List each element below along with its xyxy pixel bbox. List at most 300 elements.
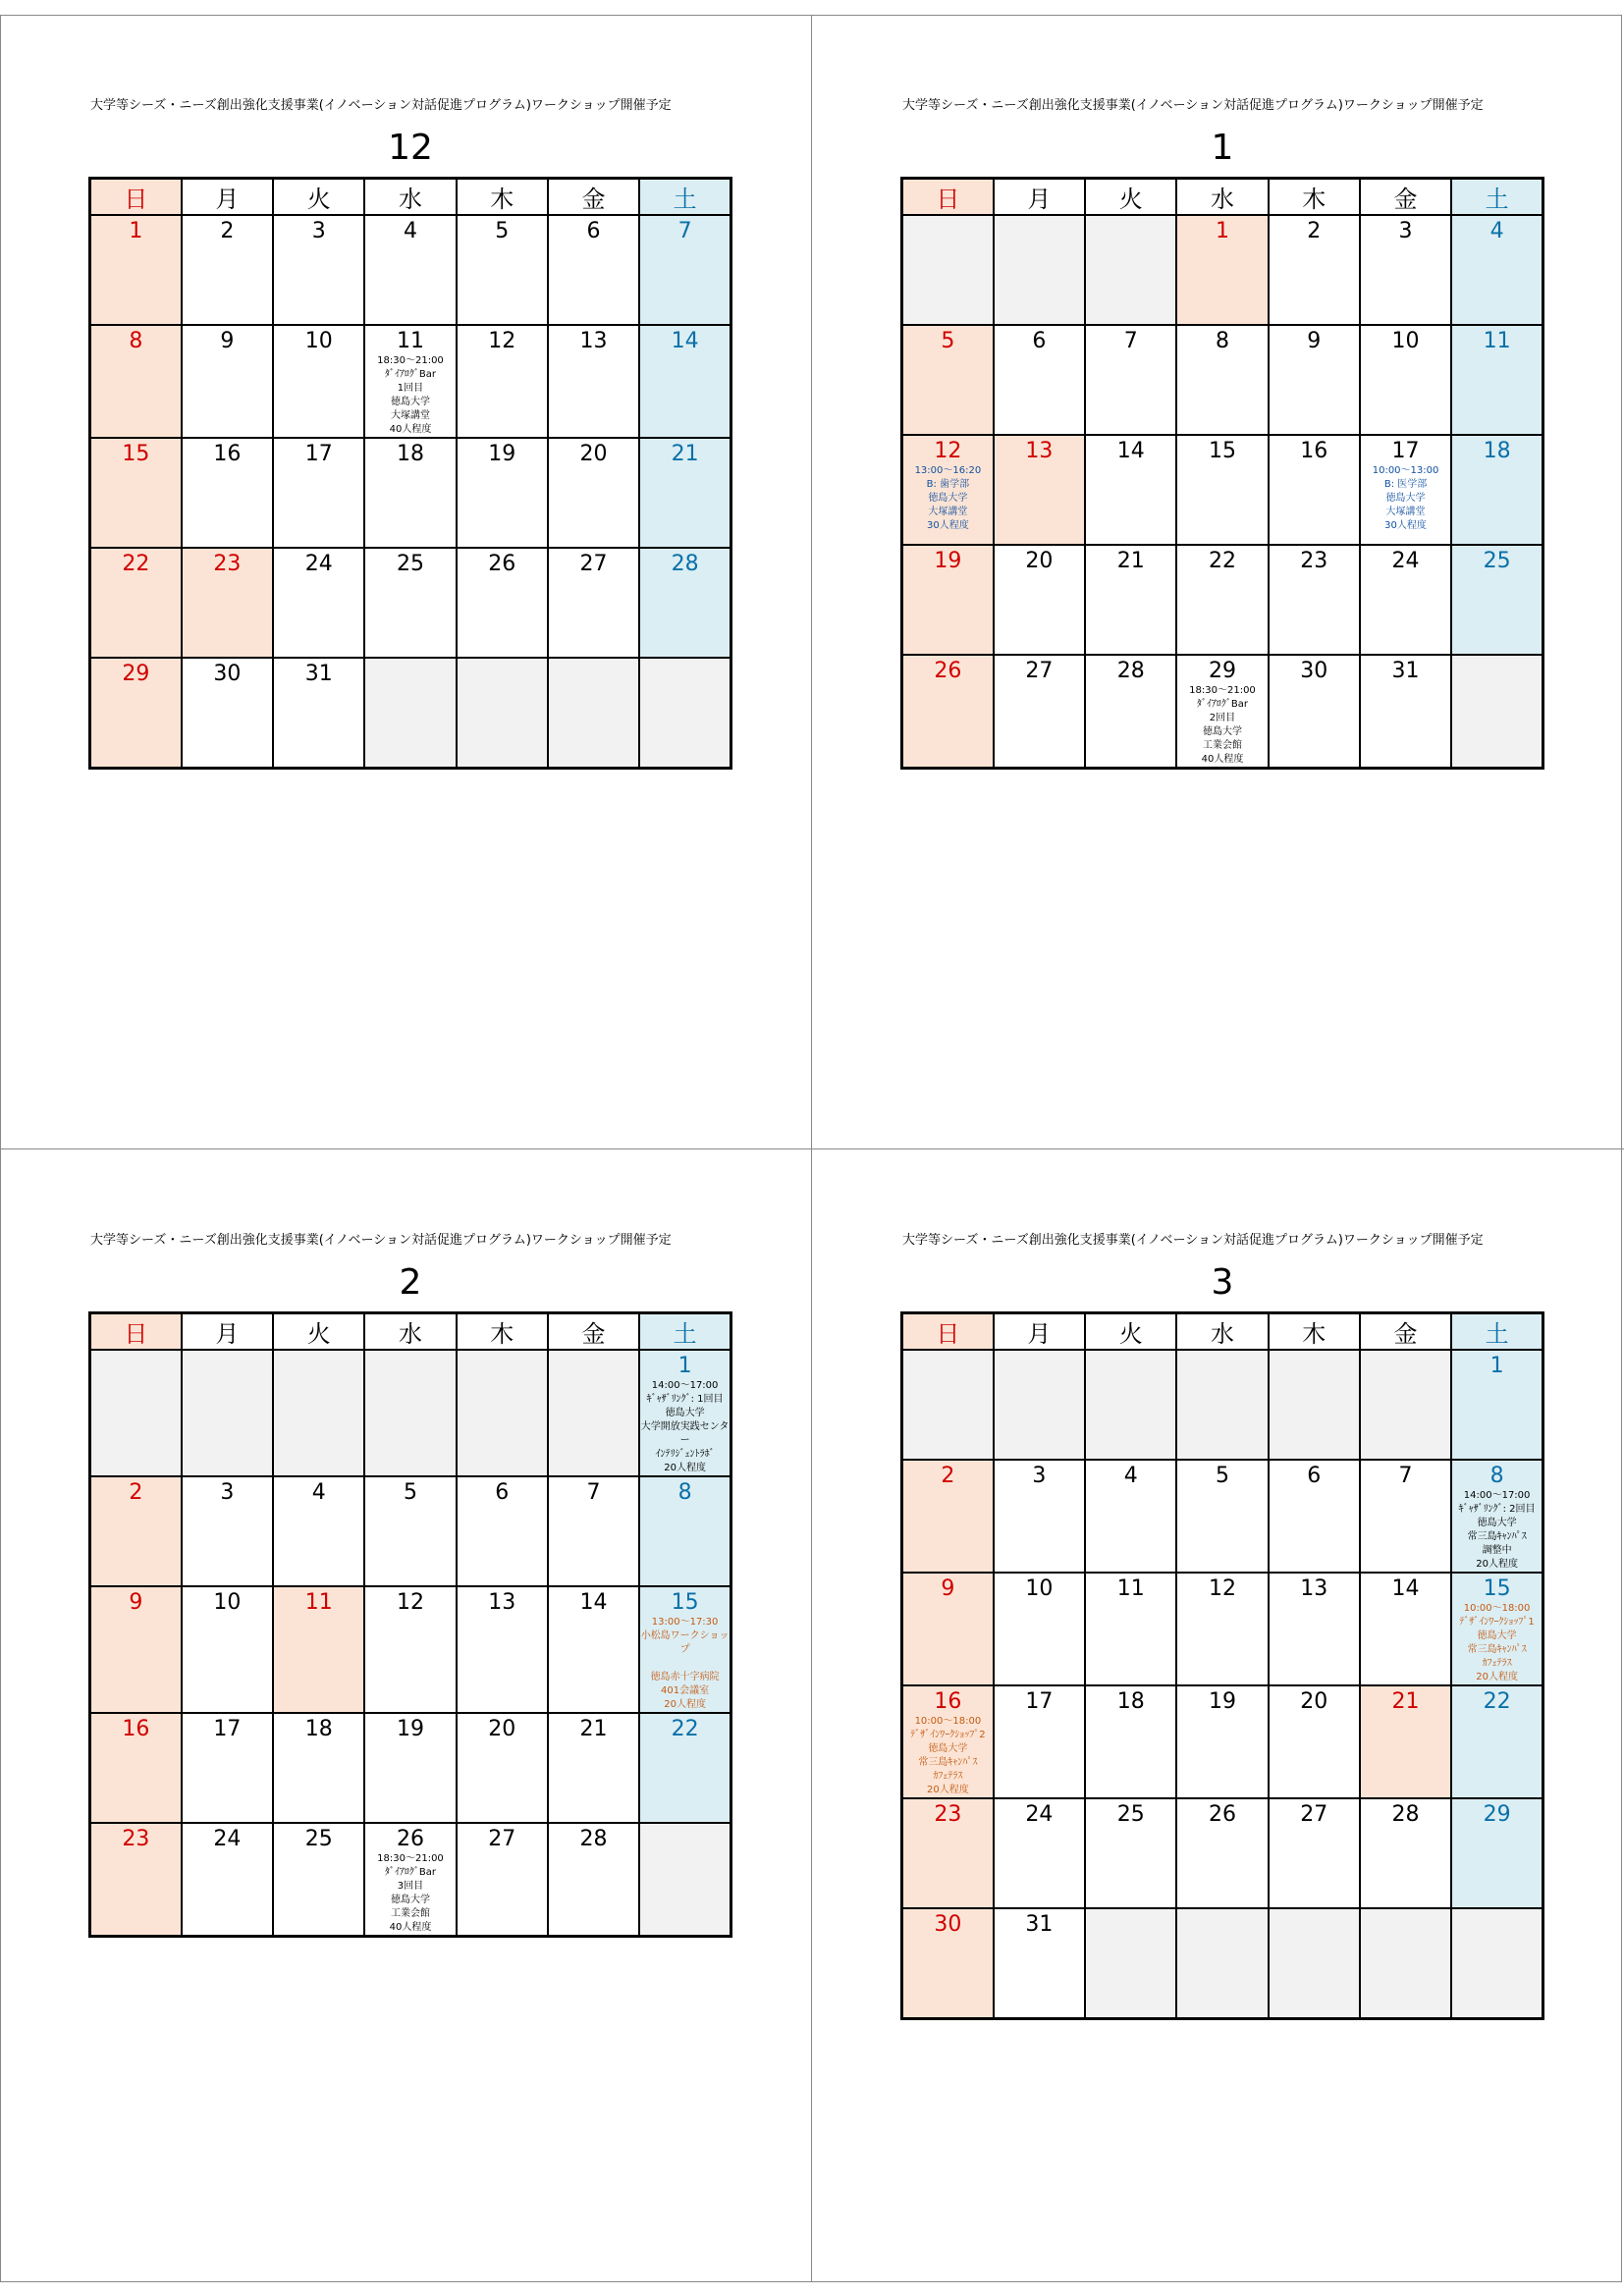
calendar-day-cell bbox=[548, 1713, 639, 1823]
day-number: 8 bbox=[1489, 1464, 1504, 1488]
day-number: 5 bbox=[941, 329, 955, 353]
day-number: 26 bbox=[1208, 1802, 1236, 1827]
day-number: 6 bbox=[1307, 1464, 1322, 1488]
day-number: 24 bbox=[1025, 1802, 1054, 1827]
calendar-week-row bbox=[902, 655, 1543, 769]
weekday-header: 月 bbox=[182, 179, 273, 216]
calendar-day-cell bbox=[90, 215, 182, 325]
day-number: 15 bbox=[122, 442, 150, 466]
day-number: 7 bbox=[1123, 329, 1138, 353]
calendar-day-cell bbox=[1176, 435, 1268, 545]
calendar-day-cell bbox=[548, 1823, 639, 1937]
day-number: 20 bbox=[579, 442, 608, 466]
day-number: 2 bbox=[941, 1464, 955, 1488]
day-number: 28 bbox=[1391, 1802, 1420, 1827]
calendar-empty-cell bbox=[273, 1350, 364, 1476]
calendar-day-cell bbox=[1360, 215, 1451, 325]
calendar-week-row bbox=[90, 215, 731, 325]
calendar-empty-cell bbox=[364, 1350, 456, 1476]
calendar-day-cell bbox=[364, 215, 456, 325]
calendar-day-cell bbox=[902, 1460, 994, 1573]
calendar-day-cell bbox=[182, 325, 273, 438]
day-number: 10 bbox=[304, 329, 333, 353]
calendar-week-row bbox=[90, 1476, 731, 1586]
calendar-week-row bbox=[90, 658, 731, 769]
day-number: 23 bbox=[213, 552, 242, 576]
calendar-day-cell bbox=[182, 1823, 273, 1937]
page-header-title: 大学等シーズ・ニーズ創出強化支援事業(イノベーション対話促進プログラム)ワークショップ開催予定 bbox=[90, 98, 672, 113]
day-number: 9 bbox=[941, 1576, 955, 1601]
day-number: 30 bbox=[1300, 659, 1328, 683]
calendar-empty-cell bbox=[457, 658, 548, 769]
day-number: 4 bbox=[403, 219, 417, 243]
day-number: 19 bbox=[1208, 1689, 1236, 1714]
day-number: 20 bbox=[488, 1717, 516, 1741]
calendar-day-cell bbox=[273, 438, 364, 548]
weekday-header: 木 bbox=[457, 1313, 548, 1351]
day-number: 1 bbox=[129, 219, 143, 243]
day-number: 8 bbox=[677, 1480, 692, 1505]
calendar-day-cell bbox=[1085, 435, 1176, 545]
day-number: 30 bbox=[213, 662, 242, 686]
calendar-day-cell bbox=[1451, 1798, 1543, 1908]
calendar-day-cell bbox=[1360, 1460, 1451, 1573]
calendar-day-cell bbox=[364, 548, 456, 658]
calendar-day-cell bbox=[639, 1350, 731, 1476]
day-number: 23 bbox=[122, 1827, 150, 1851]
weekday-header: 木 bbox=[457, 179, 548, 216]
calendar-week-row bbox=[902, 435, 1543, 545]
event-detail: 10:00～13:00 B: 医学部 徳島大学 大塚講堂 30人程度 bbox=[1372, 465, 1439, 531]
day-number: 8 bbox=[1215, 329, 1229, 353]
day-number: 14 bbox=[1391, 1576, 1420, 1601]
calendar-day-cell bbox=[994, 435, 1085, 545]
weekday-header: 金 bbox=[548, 179, 639, 216]
calendar-day-cell bbox=[273, 1713, 364, 1823]
calendar-day-cell bbox=[182, 1476, 273, 1586]
month-title: 3 bbox=[1211, 1262, 1234, 1303]
day-number: 6 bbox=[1032, 329, 1047, 353]
calendar-day-cell bbox=[182, 1586, 273, 1713]
calendar-day-cell bbox=[90, 1586, 182, 1713]
day-number: 17 bbox=[1025, 1689, 1054, 1714]
day-number: 25 bbox=[1116, 1802, 1145, 1827]
calendar-week-row bbox=[902, 545, 1543, 655]
calendar-day-cell bbox=[1269, 655, 1360, 769]
calendar-day-cell bbox=[1176, 1460, 1268, 1573]
calendar-day-cell bbox=[902, 435, 994, 545]
calendar-week-row bbox=[902, 1460, 1543, 1573]
day-number: 7 bbox=[677, 219, 692, 243]
calendar-day-cell bbox=[639, 215, 731, 325]
calendar-empty-cell bbox=[639, 1823, 731, 1937]
calendar-week-row bbox=[902, 1908, 1543, 2019]
calendar-day-cell bbox=[902, 1798, 994, 1908]
weekday-header: 水 bbox=[364, 1313, 456, 1351]
day-number: 1 bbox=[1215, 219, 1229, 243]
calendar-day-cell bbox=[994, 1798, 1085, 1908]
calendar-day-cell bbox=[1085, 325, 1176, 435]
calendar-day-cell bbox=[639, 1713, 731, 1823]
day-number: 26 bbox=[396, 1827, 424, 1851]
day-number: 18 bbox=[304, 1717, 333, 1741]
day-number: 16 bbox=[1300, 439, 1328, 463]
day-number: 6 bbox=[495, 1480, 510, 1505]
calendar-week-row bbox=[90, 1823, 731, 1937]
day-number: 29 bbox=[122, 662, 150, 686]
day-number: 11 bbox=[1116, 1576, 1145, 1601]
weekday-header: 金 bbox=[1360, 179, 1451, 216]
day-number: 9 bbox=[220, 329, 235, 353]
calendar-day-cell bbox=[364, 325, 456, 438]
event-detail: 18:30～21:00 ﾀﾞｲｱﾛｸﾞBar 2回目 徳島大学 工業会館 40人程度 bbox=[1189, 685, 1256, 765]
calendar-day-cell bbox=[273, 325, 364, 438]
day-number: 2 bbox=[220, 219, 235, 243]
day-number: 21 bbox=[1391, 1689, 1420, 1714]
calendar-day-cell bbox=[457, 325, 548, 438]
calendar-day-cell bbox=[457, 438, 548, 548]
day-number: 22 bbox=[1483, 1689, 1511, 1714]
calendar-day-cell bbox=[1176, 655, 1268, 769]
day-number: 4 bbox=[1489, 219, 1504, 243]
weekday-header: 日 bbox=[90, 1313, 182, 1351]
calendar-day-cell bbox=[1269, 545, 1360, 655]
calendar-grid bbox=[900, 1311, 1544, 2020]
calendar-day-cell bbox=[639, 1476, 731, 1586]
day-number: 16 bbox=[122, 1717, 150, 1741]
weekday-header: 水 bbox=[1176, 1313, 1268, 1351]
calendar-day-cell bbox=[1269, 215, 1360, 325]
day-number: 23 bbox=[934, 1802, 962, 1827]
event-detail: 18:30～21:00 ﾀﾞｲｱﾛｸﾞBar 1回目 徳島大学 大塚講堂 40人程度 bbox=[377, 355, 444, 435]
weekday-header: 土 bbox=[639, 179, 731, 216]
weekday-header: 火 bbox=[1085, 1313, 1176, 1351]
calendar-day-cell bbox=[1176, 215, 1268, 325]
calendar-empty-cell bbox=[182, 1350, 273, 1476]
day-number: 9 bbox=[129, 1590, 143, 1615]
calendar-week-row bbox=[902, 1685, 1543, 1798]
weekday-header: 火 bbox=[1085, 179, 1176, 216]
day-number: 12 bbox=[396, 1590, 424, 1615]
day-number: 17 bbox=[213, 1717, 242, 1741]
page-header-title: 大学等シーズ・ニーズ創出強化支援事業(イノベーション対話促進プログラム)ワークショップ開催予定 bbox=[902, 1233, 1484, 1248]
calendar-day-cell bbox=[1269, 1685, 1360, 1798]
calendar-day-cell bbox=[1085, 1573, 1176, 1685]
calendar-empty-cell bbox=[1085, 1350, 1176, 1460]
calendar-empty-cell bbox=[994, 215, 1085, 325]
calendar-week-row bbox=[902, 1798, 1543, 1908]
day-number: 3 bbox=[311, 219, 326, 243]
calendar-day-cell bbox=[457, 1476, 548, 1586]
calendar-day-cell bbox=[902, 1685, 994, 1798]
event-detail: 18:30～21:00 ﾀﾞｲｱﾛｸﾞBar 3回目 徳島大学 工業会館 40人程度 bbox=[377, 1853, 444, 1933]
calendar-day-cell bbox=[548, 325, 639, 438]
calendar-day-cell bbox=[1451, 1350, 1543, 1460]
day-number: 17 bbox=[1391, 439, 1420, 463]
calendar-week-row bbox=[90, 1586, 731, 1713]
day-number: 29 bbox=[1208, 659, 1236, 683]
calendar-day-cell bbox=[1360, 1573, 1451, 1685]
calendar-day-cell bbox=[182, 438, 273, 548]
calendar-day-cell bbox=[1360, 655, 1451, 769]
day-number: 18 bbox=[1116, 1689, 1145, 1714]
day-number: 13 bbox=[488, 1590, 516, 1615]
calendar-week-row bbox=[90, 438, 731, 548]
day-number: 10 bbox=[1391, 329, 1420, 353]
calendar-day-cell bbox=[1451, 1685, 1543, 1798]
calendar-day-cell bbox=[639, 438, 731, 548]
calendar-day-cell bbox=[364, 1713, 456, 1823]
calendar-empty-cell bbox=[1176, 1908, 1268, 2019]
calendar-day-cell bbox=[457, 1823, 548, 1937]
calendar-day-cell bbox=[902, 1908, 994, 2019]
calendar-day-cell bbox=[1451, 325, 1543, 435]
weekday-header: 火 bbox=[273, 179, 364, 216]
day-number: 22 bbox=[1208, 549, 1236, 573]
calendar-empty-cell bbox=[1269, 1350, 1360, 1460]
calendar-empty-cell bbox=[1360, 1350, 1451, 1460]
calendar-grid bbox=[88, 1311, 732, 1938]
event-detail: 14:00～17:00 ｷﾞｬｻﾞﾘﾝｸﾞ: 1回目 徳島大学 大学開放実践センター ｲﾝﾃﾘｼﾞｪﾝﾄﾗﾎﾞ 20人程度 bbox=[640, 1380, 730, 1473]
day-number: 15 bbox=[1483, 1576, 1511, 1601]
day-number: 12 bbox=[488, 329, 516, 353]
calendar-day-cell bbox=[364, 1476, 456, 1586]
calendar-day-cell bbox=[364, 1586, 456, 1713]
day-number: 2 bbox=[1307, 219, 1322, 243]
calendar-day-cell bbox=[1451, 545, 1543, 655]
calendar-day-cell bbox=[994, 325, 1085, 435]
page-header-title: 大学等シーズ・ニーズ創出強化支援事業(イノベーション対話促進プログラム)ワークショップ開催予定 bbox=[902, 98, 1484, 113]
calendar-day-cell bbox=[902, 1573, 994, 1685]
day-number: 24 bbox=[1391, 549, 1420, 573]
day-number: 21 bbox=[671, 442, 699, 466]
day-number: 5 bbox=[1215, 1464, 1229, 1488]
weekday-header: 火 bbox=[273, 1313, 364, 1351]
calendar-empty-cell bbox=[902, 1350, 994, 1460]
month-title: 2 bbox=[399, 1262, 422, 1303]
calendar-empty-cell bbox=[90, 1350, 182, 1476]
calendar-day-cell bbox=[273, 658, 364, 769]
calendar-day-cell bbox=[1360, 545, 1451, 655]
day-number: 25 bbox=[304, 1827, 333, 1851]
calendar-day-cell bbox=[1085, 1685, 1176, 1798]
weekday-header: 月 bbox=[994, 1313, 1085, 1351]
calendar-empty-cell bbox=[994, 1350, 1085, 1460]
weekday-header: 木 bbox=[1269, 1313, 1360, 1351]
calendar-day-cell bbox=[1269, 325, 1360, 435]
calendar-day-cell bbox=[273, 1476, 364, 1586]
calendar-empty-cell bbox=[1451, 655, 1543, 769]
calendar-day-cell bbox=[364, 1823, 456, 1937]
event-detail: 13:00～16:20 B: 歯学部 徳島大学 大塚講堂 30人程度 bbox=[914, 465, 982, 531]
calendar-day-cell bbox=[1360, 325, 1451, 435]
day-number: 21 bbox=[579, 1717, 608, 1741]
weekday-header: 月 bbox=[994, 179, 1085, 216]
weekday-header: 土 bbox=[639, 1313, 731, 1351]
day-number: 10 bbox=[213, 1590, 242, 1615]
calendar-day-cell bbox=[1360, 1685, 1451, 1798]
day-number: 27 bbox=[1300, 1802, 1328, 1827]
calendar-day-cell bbox=[902, 325, 994, 435]
day-number: 7 bbox=[586, 1480, 601, 1505]
day-number: 22 bbox=[671, 1717, 699, 1741]
calendar-week-row bbox=[902, 1573, 1543, 1685]
day-number: 12 bbox=[934, 439, 962, 463]
calendar-empty-cell bbox=[902, 215, 994, 325]
calendar-day-cell bbox=[548, 215, 639, 325]
calendar-day-cell bbox=[1176, 325, 1268, 435]
day-number: 24 bbox=[213, 1827, 242, 1851]
calendar-day-cell bbox=[182, 548, 273, 658]
event-detail: 13:00～17:30 小松島ワークショップ 徳島赤十字病院 401会議室 20人程度 bbox=[640, 1617, 730, 1710]
calendar-empty-cell bbox=[1269, 1908, 1360, 2019]
calendar-day-cell bbox=[639, 325, 731, 438]
page-divider-horizontal bbox=[0, 1148, 1624, 1149]
day-number: 19 bbox=[934, 549, 962, 573]
day-number: 5 bbox=[495, 219, 510, 243]
calendar-day-cell bbox=[1451, 435, 1543, 545]
calendar-day-cell bbox=[1269, 1573, 1360, 1685]
event-detail: 10:00～18:00 ﾃﾞｻﾞｲﾝﾜｰｸｼｮｯﾌﾟ1 徳島大学 常三島ｷｬﾝﾊﾟｽ ｶﾌｪﾃﾗｽ 20人程度 bbox=[1459, 1603, 1535, 1682]
day-number: 25 bbox=[396, 552, 424, 576]
calendar-day-cell bbox=[1360, 1798, 1451, 1908]
calendar-day-cell bbox=[994, 1908, 1085, 2019]
day-number: 7 bbox=[1398, 1464, 1413, 1488]
day-number: 20 bbox=[1300, 1689, 1328, 1714]
day-number: 13 bbox=[579, 329, 608, 353]
day-number: 12 bbox=[1208, 1576, 1236, 1601]
day-number: 18 bbox=[1483, 439, 1511, 463]
day-number: 5 bbox=[403, 1480, 417, 1505]
calendar-day-cell bbox=[1176, 1573, 1268, 1685]
calendar-day-cell bbox=[1360, 435, 1451, 545]
calendar-week-row bbox=[902, 215, 1543, 325]
day-number: 31 bbox=[1391, 659, 1420, 683]
day-number: 10 bbox=[1025, 1576, 1054, 1601]
calendar-day-cell bbox=[90, 1476, 182, 1586]
calendar-day-cell bbox=[1451, 1460, 1543, 1573]
calendar-empty-cell bbox=[1360, 1908, 1451, 2019]
calendar-day-cell bbox=[273, 1823, 364, 1937]
calendar-week-row bbox=[90, 1713, 731, 1823]
calendar-day-cell bbox=[1176, 545, 1268, 655]
day-number: 16 bbox=[213, 442, 242, 466]
day-number: 19 bbox=[488, 442, 516, 466]
weekday-header: 木 bbox=[1269, 179, 1360, 216]
calendar-day-cell bbox=[548, 548, 639, 658]
calendar-day-cell bbox=[1451, 1573, 1543, 1685]
calendar-day-cell bbox=[994, 1573, 1085, 1685]
day-number: 3 bbox=[220, 1480, 235, 1505]
day-number: 25 bbox=[1483, 549, 1511, 573]
page-header-title: 大学等シーズ・ニーズ創出強化支援事業(イノベーション対話促進プログラム)ワークショップ開催予定 bbox=[90, 1233, 672, 1248]
day-number: 29 bbox=[1483, 1802, 1511, 1827]
day-number: 13 bbox=[1300, 1576, 1328, 1601]
day-number: 26 bbox=[488, 552, 516, 576]
calendar-day-cell bbox=[182, 215, 273, 325]
calendar-day-cell bbox=[1085, 655, 1176, 769]
calendar-grid bbox=[88, 177, 732, 770]
day-number: 14 bbox=[579, 1590, 608, 1615]
day-number: 20 bbox=[1025, 549, 1054, 573]
calendar-day-cell bbox=[1269, 1798, 1360, 1908]
day-number: 13 bbox=[1025, 439, 1054, 463]
event-detail: 14:00～17:00 ｷﾞｬｻﾞﾘﾝｸﾞ: 2回目 徳島大学 常三島ｷｬﾝﾊﾟｽ 調整中 20人程度 bbox=[1458, 1490, 1536, 1570]
calendar-day-cell bbox=[90, 1823, 182, 1937]
calendar-day-cell bbox=[1085, 545, 1176, 655]
calendar-day-cell bbox=[1176, 1685, 1268, 1798]
calendar-day-cell bbox=[1085, 1460, 1176, 1573]
calendar-day-cell bbox=[273, 1586, 364, 1713]
day-number: 4 bbox=[1123, 1464, 1138, 1488]
calendar-week-row bbox=[902, 1350, 1543, 1460]
day-number: 2 bbox=[129, 1480, 143, 1505]
calendar-day-cell bbox=[364, 438, 456, 548]
calendar-empty-cell bbox=[548, 658, 639, 769]
day-number: 11 bbox=[1483, 329, 1511, 353]
weekday-header: 金 bbox=[1360, 1313, 1451, 1351]
weekday-header: 日 bbox=[902, 179, 994, 216]
day-number: 31 bbox=[304, 662, 333, 686]
day-number: 1 bbox=[677, 1354, 692, 1378]
calendar-day-cell bbox=[994, 655, 1085, 769]
day-number: 28 bbox=[579, 1827, 608, 1851]
calendar-day-cell bbox=[90, 658, 182, 769]
calendar-day-cell bbox=[90, 438, 182, 548]
calendar-day-cell bbox=[994, 1685, 1085, 1798]
day-number: 8 bbox=[129, 329, 143, 353]
calendar-week-row bbox=[90, 325, 731, 438]
day-number: 6 bbox=[586, 219, 601, 243]
calendar-week-row bbox=[90, 1350, 731, 1476]
calendar-day-cell bbox=[548, 1586, 639, 1713]
calendar-day-cell bbox=[90, 548, 182, 658]
calendar-week-row bbox=[902, 325, 1543, 435]
calendar-grid bbox=[900, 177, 1544, 770]
day-number: 19 bbox=[396, 1717, 424, 1741]
month-title: 12 bbox=[388, 128, 433, 168]
calendar-empty-cell bbox=[1085, 215, 1176, 325]
day-number: 3 bbox=[1398, 219, 1413, 243]
day-number: 4 bbox=[311, 1480, 326, 1505]
calendar-day-cell bbox=[639, 548, 731, 658]
calendar-day-cell bbox=[994, 545, 1085, 655]
calendar-day-cell bbox=[902, 655, 994, 769]
day-number: 14 bbox=[671, 329, 699, 353]
calendar-day-cell bbox=[548, 438, 639, 548]
day-number: 26 bbox=[934, 659, 962, 683]
event-detail: 10:00～18:00 ﾃﾞｻﾞｲﾝﾜｰｸｼｮｯﾌﾟ2 徳島大学 常三島ｷｬﾝﾊﾟｽ ｶﾌｪﾃﾗｽ 20人程度 bbox=[910, 1716, 986, 1795]
calendar-week-row bbox=[90, 548, 731, 658]
weekday-header: 日 bbox=[90, 179, 182, 216]
calendar-empty-cell bbox=[364, 658, 456, 769]
calendar-day-cell bbox=[1176, 1798, 1268, 1908]
calendar-day-cell bbox=[1269, 1460, 1360, 1573]
weekday-header: 日 bbox=[902, 1313, 994, 1351]
day-number: 17 bbox=[304, 442, 333, 466]
calendar-day-cell bbox=[90, 325, 182, 438]
calendar-day-cell bbox=[273, 215, 364, 325]
calendar-empty-cell bbox=[1085, 1908, 1176, 2019]
day-number: 1 bbox=[1489, 1354, 1504, 1378]
day-number: 14 bbox=[1116, 439, 1145, 463]
day-number: 28 bbox=[671, 552, 699, 576]
calendar-empty-cell bbox=[548, 1350, 639, 1476]
day-number: 27 bbox=[579, 552, 608, 576]
day-number: 27 bbox=[1025, 659, 1054, 683]
day-number: 21 bbox=[1116, 549, 1145, 573]
weekday-header: 水 bbox=[1176, 179, 1268, 216]
